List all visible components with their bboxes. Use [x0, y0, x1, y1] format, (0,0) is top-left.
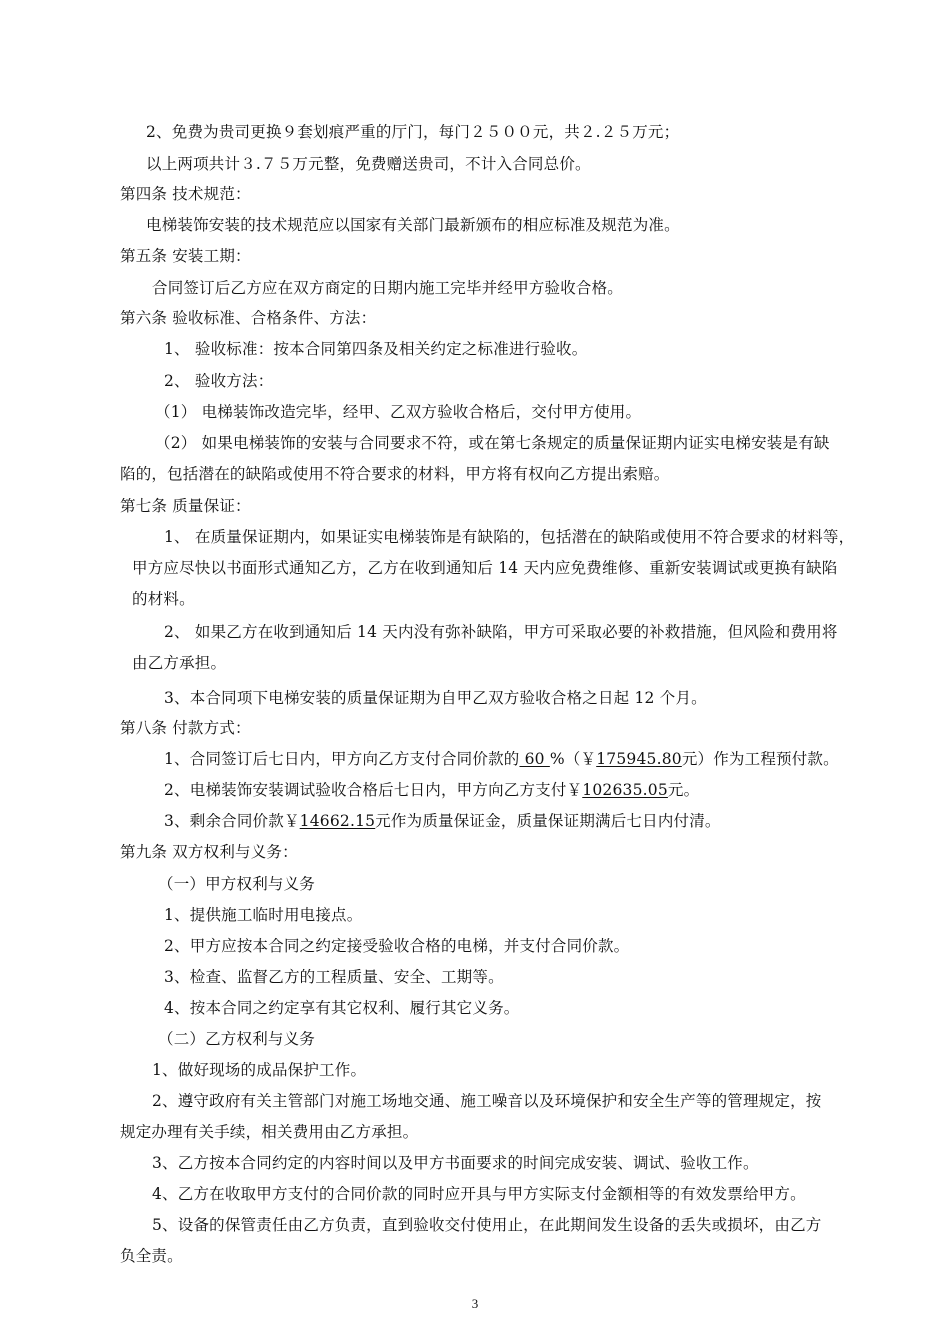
- text-line: 规定办理有关手续，相关费用由乙方承担。: [120, 1123, 419, 1141]
- section-heading: 第五条 安装工期：: [120, 247, 251, 265]
- text-line: 1、 验收标准：按本合同第四条及相关约定之标准进行验收。: [164, 340, 588, 358]
- text-line: 3、检查、监督乙方的工程质量、安全、工期等。: [164, 968, 504, 986]
- percent-sign: %: [549, 750, 565, 768]
- text-line: 2、免费为贵司更换９套划痕严重的厅门，每门２５００元，共２.２５万元；: [146, 123, 680, 141]
- text-line: 1、 在质量保证期内，如果证实电梯装饰是有缺陷的，包括潜在的缺陷或使用不符合要求的材料等，: [164, 528, 855, 546]
- text-line: 2、 如果乙方在收到通知后 14 天内没有弥补缺陷，甲方可采取必要的补救措施，但风险和费用将: [164, 623, 838, 641]
- text-line: （1） 电梯装饰改造完毕，经甲、乙双方验收合格后，交付甲方使用。: [155, 403, 642, 421]
- text-line: 由乙方承担。: [132, 654, 227, 672]
- text-line: （2） 如果电梯装饰的安装与合同要求不符，或在第七条规定的质量保证期内证实电梯安装是有缺: [155, 434, 830, 452]
- text-fragment: （￥: [564, 750, 597, 768]
- text-line: 合同签订后乙方应在双方商定的日期内施工完毕并经甲方验收合格。: [152, 279, 624, 297]
- section-heading: 第七条 质量保证：: [120, 497, 251, 515]
- text-line: 3、本合同项下电梯安装的质量保证期为自甲乙双方验收合格之日起 12 个月。: [164, 689, 707, 707]
- text-line: 陷的，包括潜在的缺陷或使用不符合要求的材料，甲方将有权向乙方提出索赔。: [120, 465, 670, 483]
- payment-line-3: [164, 810, 721, 832]
- subsection-heading: （一）甲方权利与义务: [158, 875, 316, 893]
- payment-line-1: [164, 748, 839, 770]
- section-heading: 第四条 技术规范：: [120, 185, 251, 203]
- second-payment-amount: 102635.05: [582, 781, 668, 799]
- text-line: 1、提供施工临时用电接点。: [164, 906, 363, 924]
- text-line: 4、按本合同之约定享有其它权利、履行其它义务。: [164, 999, 520, 1017]
- text-fragment: 元）作为工程预付款。: [681, 750, 839, 768]
- section-heading: 第八条 付款方式：: [120, 719, 251, 737]
- text-line: 2、遵守政府有关主管部门对施工场地交通、施工噪音以及环境保护和安全生产等的管理规定，按: [152, 1092, 822, 1110]
- payment-line-2: [164, 779, 699, 801]
- text-fragment: 2、电梯装饰安装调试验收合格后七日内，甲方向乙方支付￥: [164, 781, 583, 799]
- text-line: 电梯装饰安装的技术规范应以国家有关部门最新颁布的相应标准及规范为准。: [146, 216, 680, 234]
- advance-percent: 60: [519, 750, 550, 768]
- text-line: 2、 验收方法：: [164, 372, 274, 390]
- advance-amount: 175945.80: [596, 750, 682, 768]
- text-fragment: 1、合同签订后七日内，甲方向乙方支付合同价款的: [164, 750, 520, 768]
- text-line: 3、乙方按本合同约定的内容时间以及甲方书面要求的时间完成安装、调试、验收工作。: [152, 1154, 759, 1172]
- page-number: 3: [471, 1296, 479, 1311]
- text-line: 甲方应尽快以书面形式通知乙方，乙方在收到通知后 14 天内应免费维修、重新安装调试或更换有缺陷: [132, 559, 838, 577]
- text-line: 5、设备的保管责任由乙方负责，直到验收交付使用止，在此期间发生设备的丢失或损坏，由乙方: [152, 1216, 822, 1234]
- text-line: 以上两项共计３.７５万元整，免费赠送贵司，不计入合同总价。: [146, 155, 591, 173]
- text-line: 的材料。: [132, 590, 195, 608]
- text-line: 1、做好现场的成品保护工作。: [152, 1061, 367, 1079]
- text-fragment: 元。: [667, 781, 700, 799]
- text-line: 2、甲方应按本合同之约定接受验收合格的电梯，并支付合同价款。: [164, 937, 630, 955]
- text-line: 负全责。: [120, 1247, 183, 1265]
- text-fragment: 元作为质量保证金，质量保证期满后七日内付清。: [375, 812, 721, 830]
- section-heading: 第九条 双方权利与义务：: [120, 843, 298, 861]
- subsection-heading: （二）乙方权利与义务: [158, 1030, 316, 1048]
- text-line: 4、乙方在收取甲方支付的合同价款的同时应开具与甲方实际支付金额相等的有效发票给甲方。: [152, 1185, 806, 1203]
- text-fragment: 3、剩余合同价款￥: [164, 812, 300, 830]
- section-heading: 第六条 验收标准、合格条件、方法：: [120, 309, 377, 327]
- retention-amount: 14662.15: [299, 812, 376, 830]
